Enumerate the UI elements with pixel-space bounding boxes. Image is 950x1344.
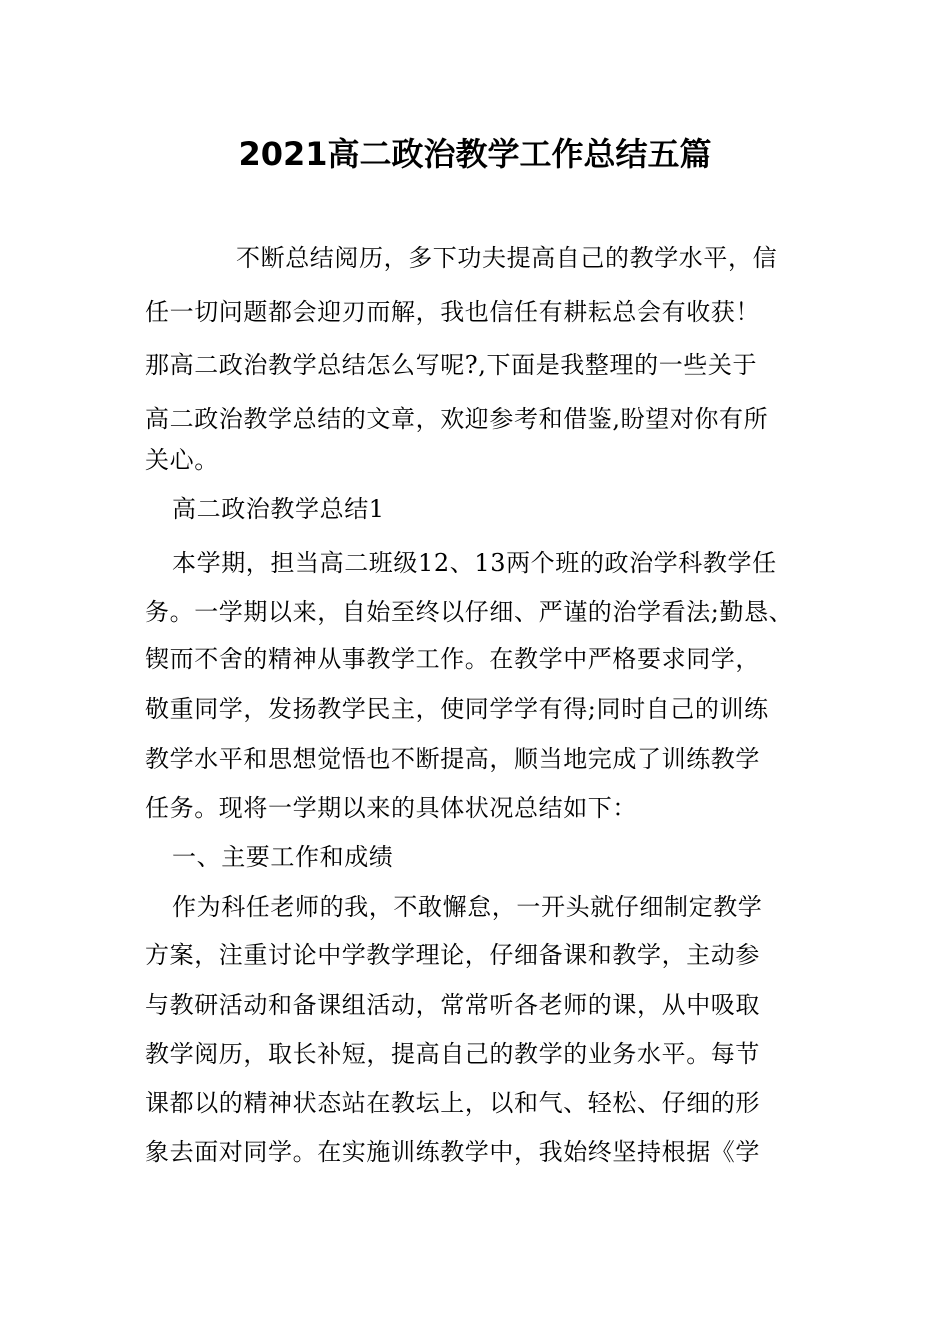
- intro-line-3: 那高二政治教学总结怎么写呢?,下面是我整理的一些关于: [145, 351, 758, 379]
- paragraph-2-line-4: 教学阅历，取长补短，提高自己的教学的业务水平。每节: [145, 1040, 760, 1068]
- paragraph-2-line-5: 课都以的精神状态站在教坛上，以和气、轻松、仔细的形: [145, 1089, 760, 1117]
- document-title: 2021高二政治教学工作总结五篇: [238, 135, 712, 173]
- paragraph-1-line-5: 教学水平和思想觉悟也不断提高，顺当地完成了训练教学: [145, 745, 760, 773]
- paragraph-2-line-3: 与教研活动和备课组活动，常常听各老师的课，从中吸取: [145, 991, 760, 1019]
- paragraph-1-line-1: 本学期，担当高二班级12、13两个班的政治学科教学任: [172, 549, 777, 577]
- paragraph-1-line-6: 任务。现将一学期以来的具体状况总结如下：: [145, 794, 637, 822]
- intro-line-5: 关心。: [145, 446, 219, 474]
- section-heading: 高二政治教学总结1: [172, 495, 385, 523]
- paragraph-1-line-3: 锲而不舍的精神从事教学工作。在教学中严格要求同学，: [145, 645, 760, 673]
- intro-line-2: 任一切问题都会迎刃而解，我也信任有耕耘总会有收获！: [145, 298, 760, 326]
- paragraph-1-line-4: 敬重同学，发扬教学民主，使同学学有得;同时自己的训练: [145, 695, 769, 723]
- paragraph-1-line-2: 务。一学期以来，自始至终以仔细、严谨的治学看法;勤恳、: [145, 598, 794, 626]
- paragraph-2-line-2: 方案，注重讨论中学教学理论，仔细备课和教学，主动参: [145, 941, 760, 969]
- subheading-main-work: 一、主要工作和成绩: [172, 843, 394, 871]
- paragraph-2-line-1: 作为科任老师的我，不敢懈怠，一开头就仔细制定教学: [172, 893, 763, 921]
- intro-line-1: 不断总结阅历，多下功夫提高自己的教学水平，信: [236, 244, 778, 272]
- paragraph-2-line-6: 象去面对同学。在实施训练教学中，我始终坚持根据《学: [145, 1138, 760, 1166]
- intro-line-4: 高二政治教学总结的文章，欢迎参考和借鉴,盼望对你有所: [145, 405, 769, 433]
